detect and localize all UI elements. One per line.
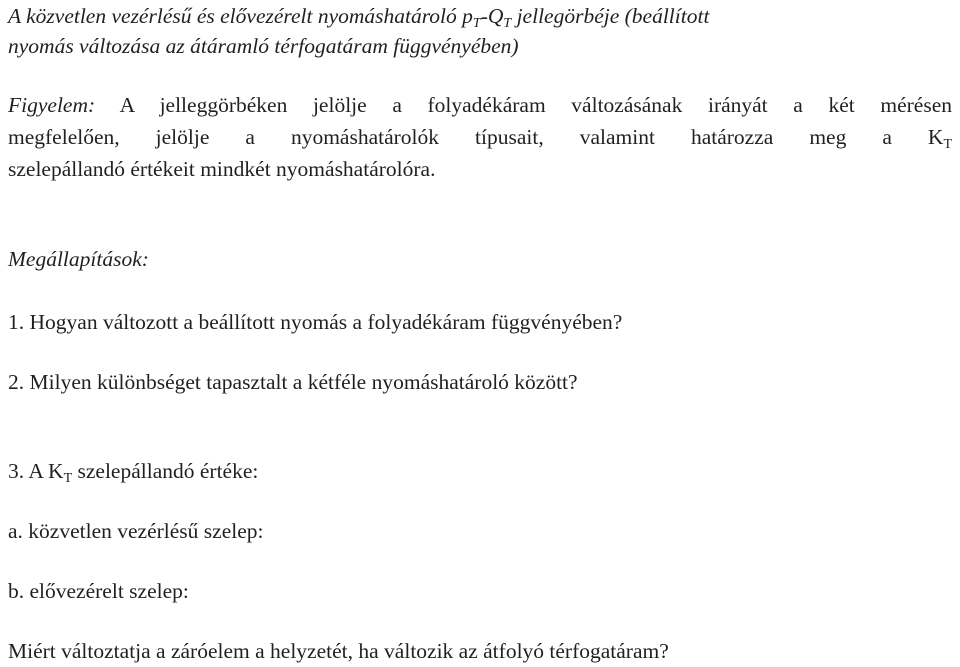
question-2: 2. Milyen különbséget tapasztalt a kétféle nyomáshatároló között? [8,370,578,394]
title-prefix: A közvetlen vezérlésű és elővezérelt nyomáshatároló [8,4,463,28]
flow-symbol: Q [487,4,504,28]
note-line-1-text: A jelleggörbéken jelölje a folyadékáram változásának irányát a két mérésen [95,93,952,117]
question-3-suffix: szelepállandó értéke: [72,459,259,483]
title-line-1 [8,2,709,30]
note-label: Figyelem: [8,93,96,117]
note-line-3: szelepállandó értékeit mindkét nyomáshatárolóra. [8,157,436,181]
symbol-dash: - [480,4,488,28]
title-suffix: jellegörbéje (beállított [511,4,710,28]
question-3-subscript: T [63,471,73,486]
question-1: 1. Hogyan változott a beállított nyomás a folyadékáram függvényében? [8,310,623,334]
note-line-1 [8,91,952,119]
question-3-prefix: 3. A K [8,459,64,483]
findings-heading: Megállapítások: [8,247,149,271]
pressure-symbol: p [462,4,473,28]
question-3b: b. elővezérelt szelep: [8,579,189,603]
title-line-2: nyomás változása az átáramló térfogatáram függvényében) [8,34,519,58]
flow-subscript: T [503,16,512,31]
question-3a: a. közvetlen vezérlésű szelep: [8,519,264,543]
note-line-2-text: megfelelően, jelölje a nyomáshatárolók típusait, valamint határozza meg a K [8,125,944,149]
question-3 [8,457,258,485]
question-4: Miért változtatja a záróelem a helyzetét, ha változik az átfolyó térfogatáram? [8,639,669,663]
pressure-subscript: T [472,16,481,31]
kt-subscript: T [943,137,952,152]
note-line-2 [8,123,952,151]
